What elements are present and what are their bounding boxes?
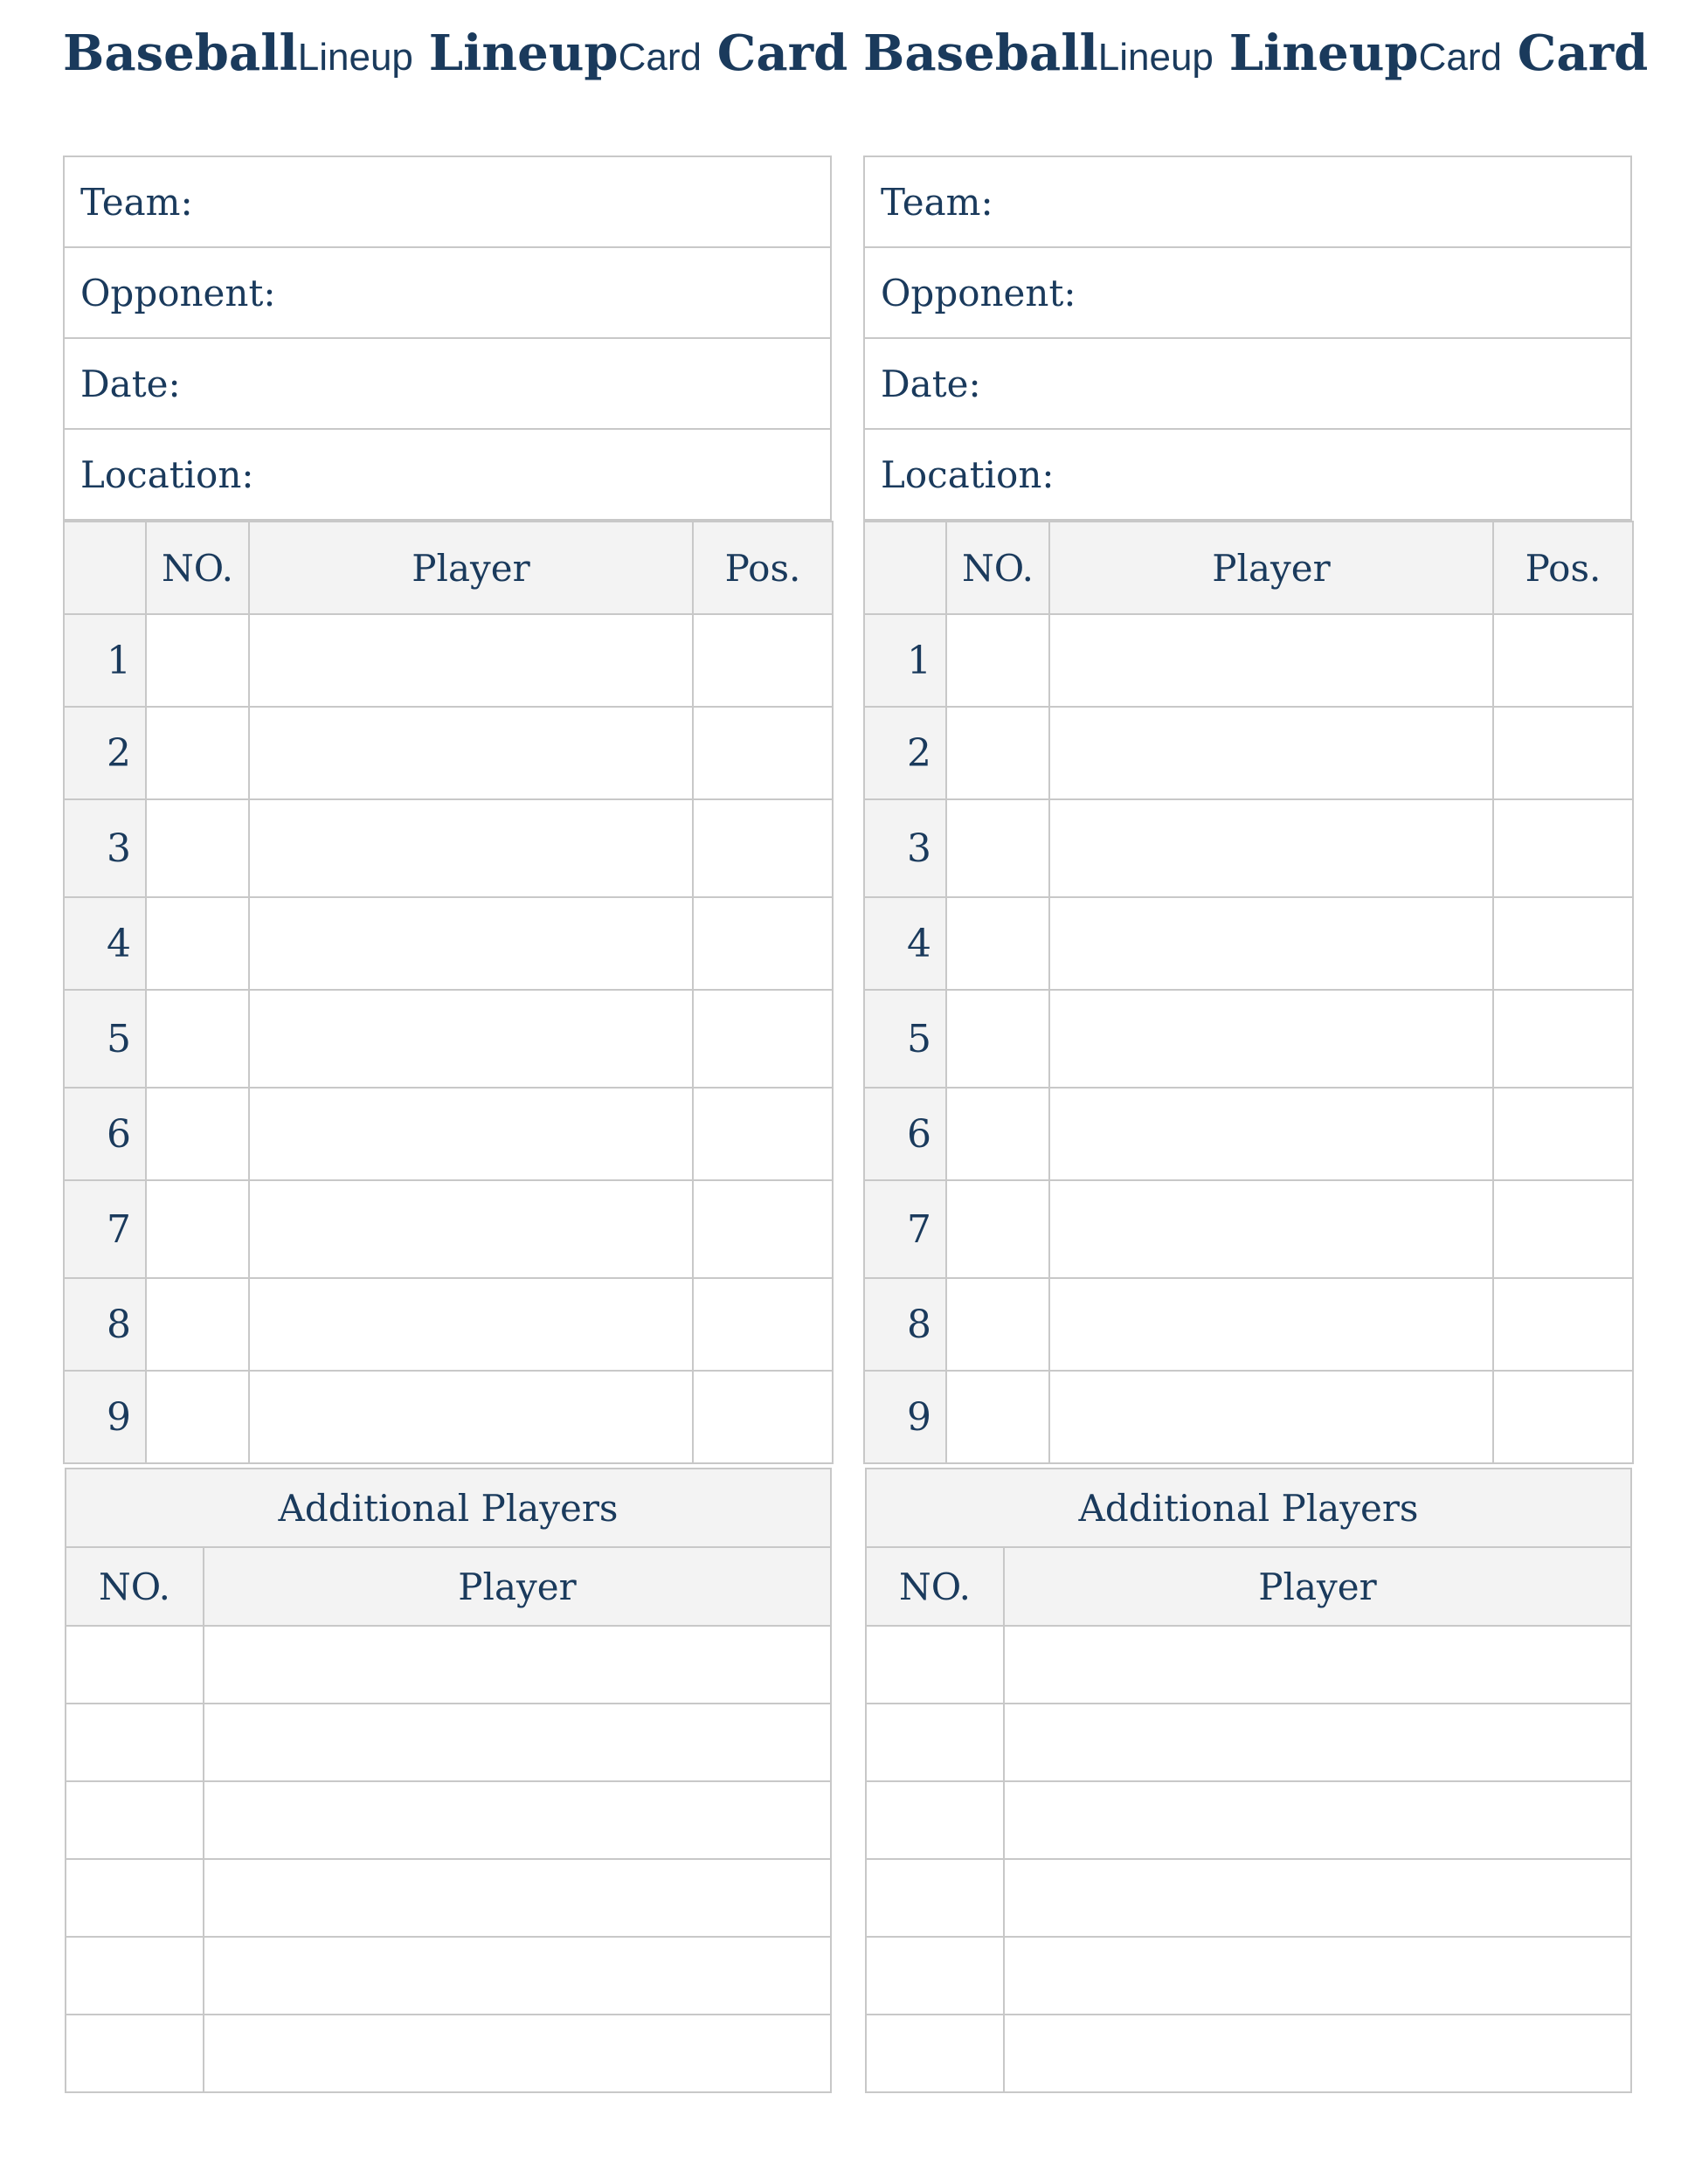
batting-order-number: 7: [864, 1180, 946, 1278]
additional-player-cell[interactable]: [204, 2015, 831, 2092]
opponent-label: Opponent:: [80, 271, 276, 314]
location-label: Location:: [881, 453, 1055, 496]
player-name-cell[interactable]: [1049, 614, 1493, 707]
player-number-cell[interactable]: [946, 990, 1049, 1088]
batting-order-number: 2: [64, 707, 146, 799]
additional-no-cell[interactable]: [866, 1626, 1004, 1704]
player-number-cell[interactable]: [946, 707, 1049, 799]
additional-player-cell[interactable]: [204, 1937, 831, 2015]
lineup-row: [64, 614, 833, 707]
date-field[interactable]: [865, 339, 1630, 430]
batting-order-number: 9: [64, 1371, 146, 1463]
no-header: NO.: [146, 522, 249, 614]
player-name-cell[interactable]: [1049, 1180, 1493, 1278]
player-number-cell[interactable]: [146, 1088, 249, 1180]
additional-player-cell[interactable]: [1004, 1937, 1631, 2015]
player-name-cell[interactable]: [1049, 990, 1493, 1088]
additional-no-cell[interactable]: [66, 1626, 204, 1704]
additional-no-cell[interactable]: [866, 1704, 1004, 1781]
player-name-cell[interactable]: [249, 1371, 693, 1463]
additional-player-cell[interactable]: [1004, 2015, 1631, 2092]
title-word-lineup: Lineup: [1228, 24, 1419, 82]
additional-no-cell[interactable]: [66, 1781, 204, 1859]
additional-player-row: [66, 1626, 831, 1704]
lineup-row: [64, 707, 833, 799]
player-number-cell[interactable]: [146, 614, 249, 707]
player-name-cell[interactable]: [249, 1278, 693, 1371]
lineup-row: [864, 1180, 1633, 1278]
player-name-cell[interactable]: [1049, 897, 1493, 990]
player-name-cell[interactable]: [249, 614, 693, 707]
additional-player-row: [866, 1704, 1631, 1781]
additional-player-cell[interactable]: [204, 1781, 831, 1859]
player-name-cell[interactable]: [1049, 799, 1493, 897]
card-title: [63, 23, 848, 88]
lineup-row: [864, 1278, 1633, 1371]
position-cell[interactable]: [693, 897, 833, 990]
additional-title-row: [66, 1469, 831, 1547]
additional-player-cell[interactable]: [1004, 1704, 1631, 1781]
additional-player-cell[interactable]: [1004, 1781, 1631, 1859]
additional-player-cell[interactable]: [204, 1859, 831, 1937]
additional-players-table: [865, 1468, 1632, 2093]
position-cell[interactable]: [1493, 1180, 1633, 1278]
team-label: Team:: [881, 180, 993, 224]
batting-order-number: 5: [864, 990, 946, 1088]
position-cell[interactable]: [1493, 707, 1633, 799]
additional-player-row: [866, 1937, 1631, 2015]
player-number-cell[interactable]: [946, 1278, 1049, 1371]
lineup-row: [64, 1180, 833, 1278]
lineup-row: [64, 1278, 833, 1371]
lineup-row: [64, 990, 833, 1088]
position-cell[interactable]: [1493, 614, 1633, 707]
batting-order-number: 1: [864, 614, 946, 707]
position-cell[interactable]: [693, 799, 833, 897]
additional-no-cell[interactable]: [66, 2015, 204, 2092]
player-number-cell[interactable]: [946, 1180, 1049, 1278]
additional-players-title: Additional Players: [66, 1469, 831, 1547]
pos-header: Pos.: [693, 522, 833, 614]
date-label: Date:: [881, 362, 981, 405]
position-cell[interactable]: [693, 1278, 833, 1371]
title-word-baseball: Baseball: [63, 24, 298, 82]
additional-player-row: [66, 2015, 831, 2092]
additional-player-row: [866, 1859, 1631, 1937]
no-header: NO.: [946, 522, 1049, 614]
additional-player-row: [66, 1859, 831, 1937]
additional-no-cell[interactable]: [66, 1704, 204, 1781]
position-cell[interactable]: [1493, 1088, 1633, 1180]
lineup-row: [864, 614, 1633, 707]
lineup-row: [64, 897, 833, 990]
batting-order-number: 3: [64, 799, 146, 897]
player-number-cell[interactable]: [146, 707, 249, 799]
lineup-row: [64, 1088, 833, 1180]
lineup-row: [864, 897, 1633, 990]
additional-player-row: [66, 1937, 831, 2015]
additional-no-cell[interactable]: [866, 1937, 1004, 2015]
player-number-cell[interactable]: [946, 799, 1049, 897]
player-name-cell[interactable]: [1049, 1371, 1493, 1463]
date-field[interactable]: [65, 339, 830, 430]
batting-order-number: 4: [864, 897, 946, 990]
additional-player-cell[interactable]: [204, 1626, 831, 1704]
lineup-row: [64, 799, 833, 897]
position-cell[interactable]: [1493, 1371, 1633, 1463]
opponent-field[interactable]: [65, 248, 830, 339]
team-field[interactable]: [865, 157, 1630, 248]
title-small-lineup: Lineup: [1097, 36, 1214, 79]
position-cell[interactable]: [1493, 799, 1633, 897]
position-cell[interactable]: [693, 1088, 833, 1180]
position-cell[interactable]: [693, 1371, 833, 1463]
additional-player-row: [866, 1781, 1631, 1859]
player-name-cell[interactable]: [249, 799, 693, 897]
batting-order-number: 6: [64, 1088, 146, 1180]
position-cell[interactable]: [693, 707, 833, 799]
team-field[interactable]: [65, 157, 830, 248]
batting-order-number: 7: [64, 1180, 146, 1278]
batting-order-number: 2: [864, 707, 946, 799]
player-number-cell[interactable]: [146, 990, 249, 1088]
additional-no-cell[interactable]: [66, 1937, 204, 2015]
lineup-row: [864, 990, 1633, 1088]
player-name-cell[interactable]: [249, 1180, 693, 1278]
player-number-cell[interactable]: [146, 1180, 249, 1278]
player-number-cell[interactable]: [946, 1088, 1049, 1180]
batting-order-number: 8: [864, 1278, 946, 1371]
player-header: Player: [1049, 522, 1493, 614]
additional-player-header: Player: [1004, 1547, 1631, 1626]
lineup-row: [64, 1371, 833, 1463]
batting-order-number: 9: [864, 1371, 946, 1463]
pos-header: Pos.: [1493, 522, 1633, 614]
additional-player-row: [866, 1626, 1631, 1704]
additional-no-header: NO.: [866, 1547, 1004, 1626]
order-header-cell: [64, 522, 146, 614]
additional-title-row: [866, 1469, 1631, 1547]
game-info-box: [863, 156, 1632, 521]
additional-header-row: [866, 1547, 1631, 1626]
lineup-table: [63, 521, 834, 1464]
additional-player-row: [66, 1704, 831, 1781]
batting-order-number: 8: [64, 1278, 146, 1371]
player-name-cell[interactable]: [1049, 1088, 1493, 1180]
title-small-card: Card: [1418, 36, 1502, 79]
title-small-card: Card: [618, 36, 702, 79]
lineup-row: [864, 1088, 1633, 1180]
player-name-cell[interactable]: [1049, 707, 1493, 799]
lineup-header-row: [64, 522, 833, 614]
additional-player-cell[interactable]: [1004, 1859, 1631, 1937]
lineup-header-row: [864, 522, 1633, 614]
player-name-cell[interactable]: [249, 990, 693, 1088]
additional-player-row: [66, 1781, 831, 1859]
additional-player-row: [866, 2015, 1631, 2092]
player-header: Player: [249, 522, 693, 614]
lineup-row: [864, 1371, 1633, 1463]
team-label: Team:: [80, 180, 193, 224]
additional-no-cell[interactable]: [866, 1781, 1004, 1859]
title-word-lineup: Lineup: [428, 24, 619, 82]
position-cell[interactable]: [693, 1180, 833, 1278]
additional-player-header: Player: [204, 1547, 831, 1626]
additional-header-row: [66, 1547, 831, 1626]
player-number-cell[interactable]: [146, 897, 249, 990]
player-name-cell[interactable]: [1049, 1278, 1493, 1371]
title-word-card: Card: [1517, 24, 1649, 82]
position-cell[interactable]: [1493, 897, 1633, 990]
lineup-table: [863, 521, 1634, 1464]
lineup-row: [864, 799, 1633, 897]
position-cell[interactable]: [1493, 990, 1633, 1088]
batting-order-number: 5: [64, 990, 146, 1088]
additional-no-header: NO.: [66, 1547, 204, 1626]
date-label: Date:: [80, 362, 181, 405]
position-cell[interactable]: [693, 614, 833, 707]
batting-order-number: 6: [864, 1088, 946, 1180]
opponent-label: Opponent:: [881, 271, 1076, 314]
location-field[interactable]: [65, 430, 830, 521]
title-word-card: Card: [716, 24, 848, 82]
title-word-baseball: Baseball: [863, 24, 1098, 82]
lineup-row: [864, 707, 1633, 799]
player-number-cell[interactable]: [146, 1371, 249, 1463]
position-cell[interactable]: [1493, 1278, 1633, 1371]
additional-player-cell[interactable]: [1004, 1626, 1631, 1704]
location-label: Location:: [80, 453, 254, 496]
additional-no-cell[interactable]: [866, 1859, 1004, 1937]
order-header-cell: [864, 522, 946, 614]
batting-order-number: 1: [64, 614, 146, 707]
batting-order-number: 4: [64, 897, 146, 990]
title-small-lineup: Lineup: [297, 36, 413, 79]
additional-player-cell[interactable]: [204, 1704, 831, 1781]
player-name-cell[interactable]: [249, 707, 693, 799]
player-number-cell[interactable]: [146, 1278, 249, 1371]
additional-no-cell[interactable]: [866, 2015, 1004, 2092]
batting-order-number: 3: [864, 799, 946, 897]
player-number-cell[interactable]: [946, 897, 1049, 990]
additional-players-table: [65, 1468, 832, 2093]
player-name-cell[interactable]: [249, 897, 693, 990]
location-field[interactable]: [865, 430, 1630, 521]
position-cell[interactable]: [693, 990, 833, 1088]
player-number-cell[interactable]: [946, 1371, 1049, 1463]
additional-no-cell[interactable]: [66, 1859, 204, 1937]
player-number-cell[interactable]: [146, 799, 249, 897]
player-number-cell[interactable]: [946, 614, 1049, 707]
opponent-field[interactable]: [865, 248, 1630, 339]
player-name-cell[interactable]: [249, 1088, 693, 1180]
card-title: [863, 23, 1649, 88]
additional-players-title: Additional Players: [866, 1469, 1631, 1547]
game-info-box: [63, 156, 832, 521]
